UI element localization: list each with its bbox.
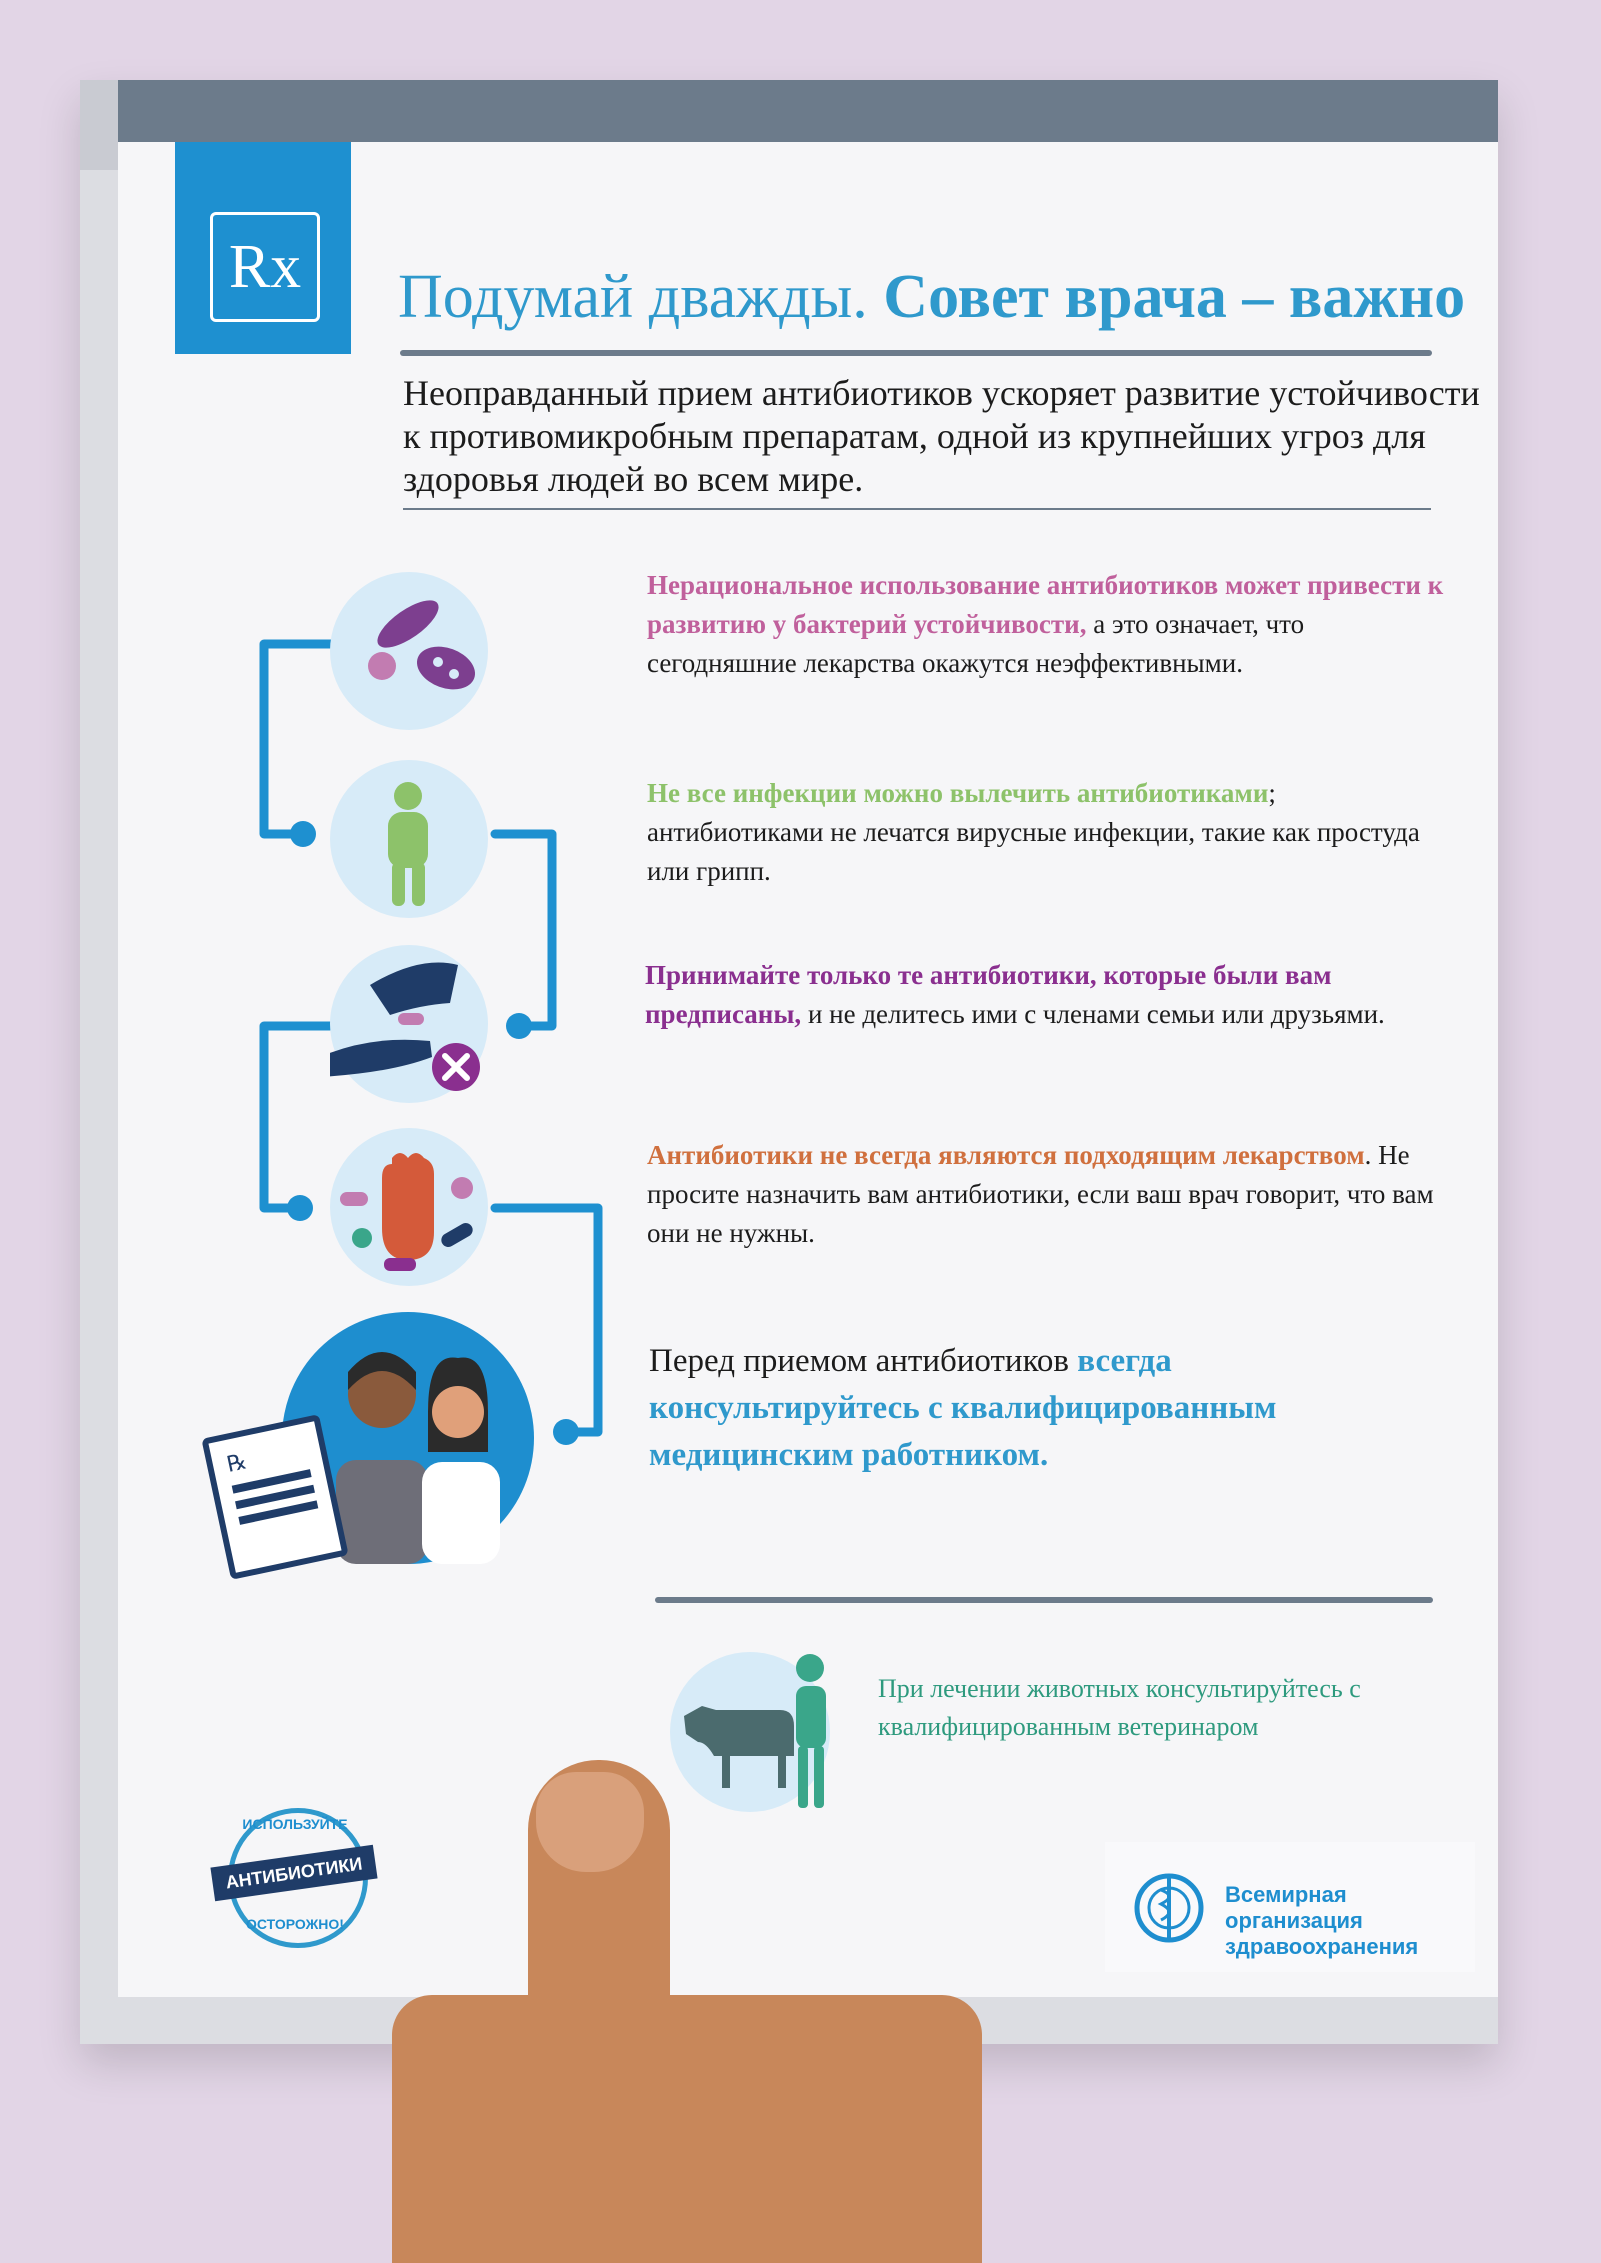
tip-2-text: ; антибиотиками не лечатся вирусные инфекции, такие как простуда или грипп. <box>647 778 1420 886</box>
vet-text: При лечении животных консультируйтесь с квалифицированным ветеринаром <box>878 1674 1361 1741</box>
thumbnail <box>536 1772 644 1872</box>
tip-4 <box>647 1136 1447 1253</box>
tip-1-text: а это означает, что сегодняшние лекарства окажутся неэффективными. <box>647 609 1305 678</box>
who-line-1: Всемирная организация <box>1225 1882 1363 1933</box>
sick-person-icon <box>330 760 488 918</box>
title-light: Подумай дважды. <box>398 263 868 331</box>
clipboard-rx-icon: ℞ <box>224 1448 250 1477</box>
consult-plain: Перед приемом антибиотиков <box>649 1343 1078 1379</box>
rx-icon: Rx <box>210 212 320 322</box>
tip-1 <box>647 566 1447 683</box>
page-title <box>398 262 1488 333</box>
who-emblem-icon <box>1129 1868 1209 1948</box>
tip-3-text: и не делитесь ими с членами семьи или друзьями. <box>801 999 1385 1029</box>
tip-1-emphasis: Нерациональное использование антибиотиков может привести к развитию у бактерий устойчивости, <box>647 570 1444 639</box>
bottom-divider <box>655 1597 1433 1603</box>
tip-4-text: . Не просите назначить вам антибиотики, если ваш врач говорит, что вам они не нужны. <box>647 1140 1434 1248</box>
intro-underline <box>403 508 1431 510</box>
stop-hand-pills-icon <box>330 1128 488 1286</box>
intro-text: Неоправданный прием антибиотиков ускоряет развитие устойчивости к противомикробным препаратам, одной из крупнейших угроз для здоровья людей во всем мире. <box>403 373 1480 499</box>
badge-middle-text: АНТИБИОТИКИ <box>210 1845 377 1901</box>
tip-3-emphasis: Принимайте только те антибиотики, которые были вам предписаны, <box>645 960 1332 1029</box>
bacteria-icon <box>330 572 488 730</box>
hands-sharing-pills-icon <box>330 945 488 1103</box>
title-divider <box>400 350 1432 356</box>
consult-message <box>649 1338 1439 1479</box>
vet-cow-icon <box>670 1652 830 1812</box>
tip-2-emphasis: Не все инфекции можно вылечить антибиотиками <box>647 778 1269 808</box>
holding-hand <box>392 1995 982 2263</box>
tip-2 <box>647 774 1447 891</box>
tip-3 <box>645 956 1445 1034</box>
title-bold: Совет врача – важно <box>883 263 1466 331</box>
use-antibiotics-carefully-badge <box>210 1790 390 1970</box>
who-name <box>1225 1882 1475 1960</box>
who-line-2: здравоохранения <box>1225 1934 1419 1959</box>
page-corner <box>80 80 120 170</box>
who-logo <box>1105 1842 1475 1972</box>
tip-4-emphasis: Антибиотики не всегда являются подходящим лекарством <box>647 1140 1365 1170</box>
page-top-bar <box>118 80 1498 142</box>
consult-emphasis: всегда консультируйтесь с квалифицированным медицинским работником. <box>649 1343 1277 1473</box>
badge-top-text: ИСПОЛЬЗУЙТЕ <box>242 1816 348 1832</box>
badge-bottom-text: ОСТОРОЖНО! <box>246 1916 344 1932</box>
